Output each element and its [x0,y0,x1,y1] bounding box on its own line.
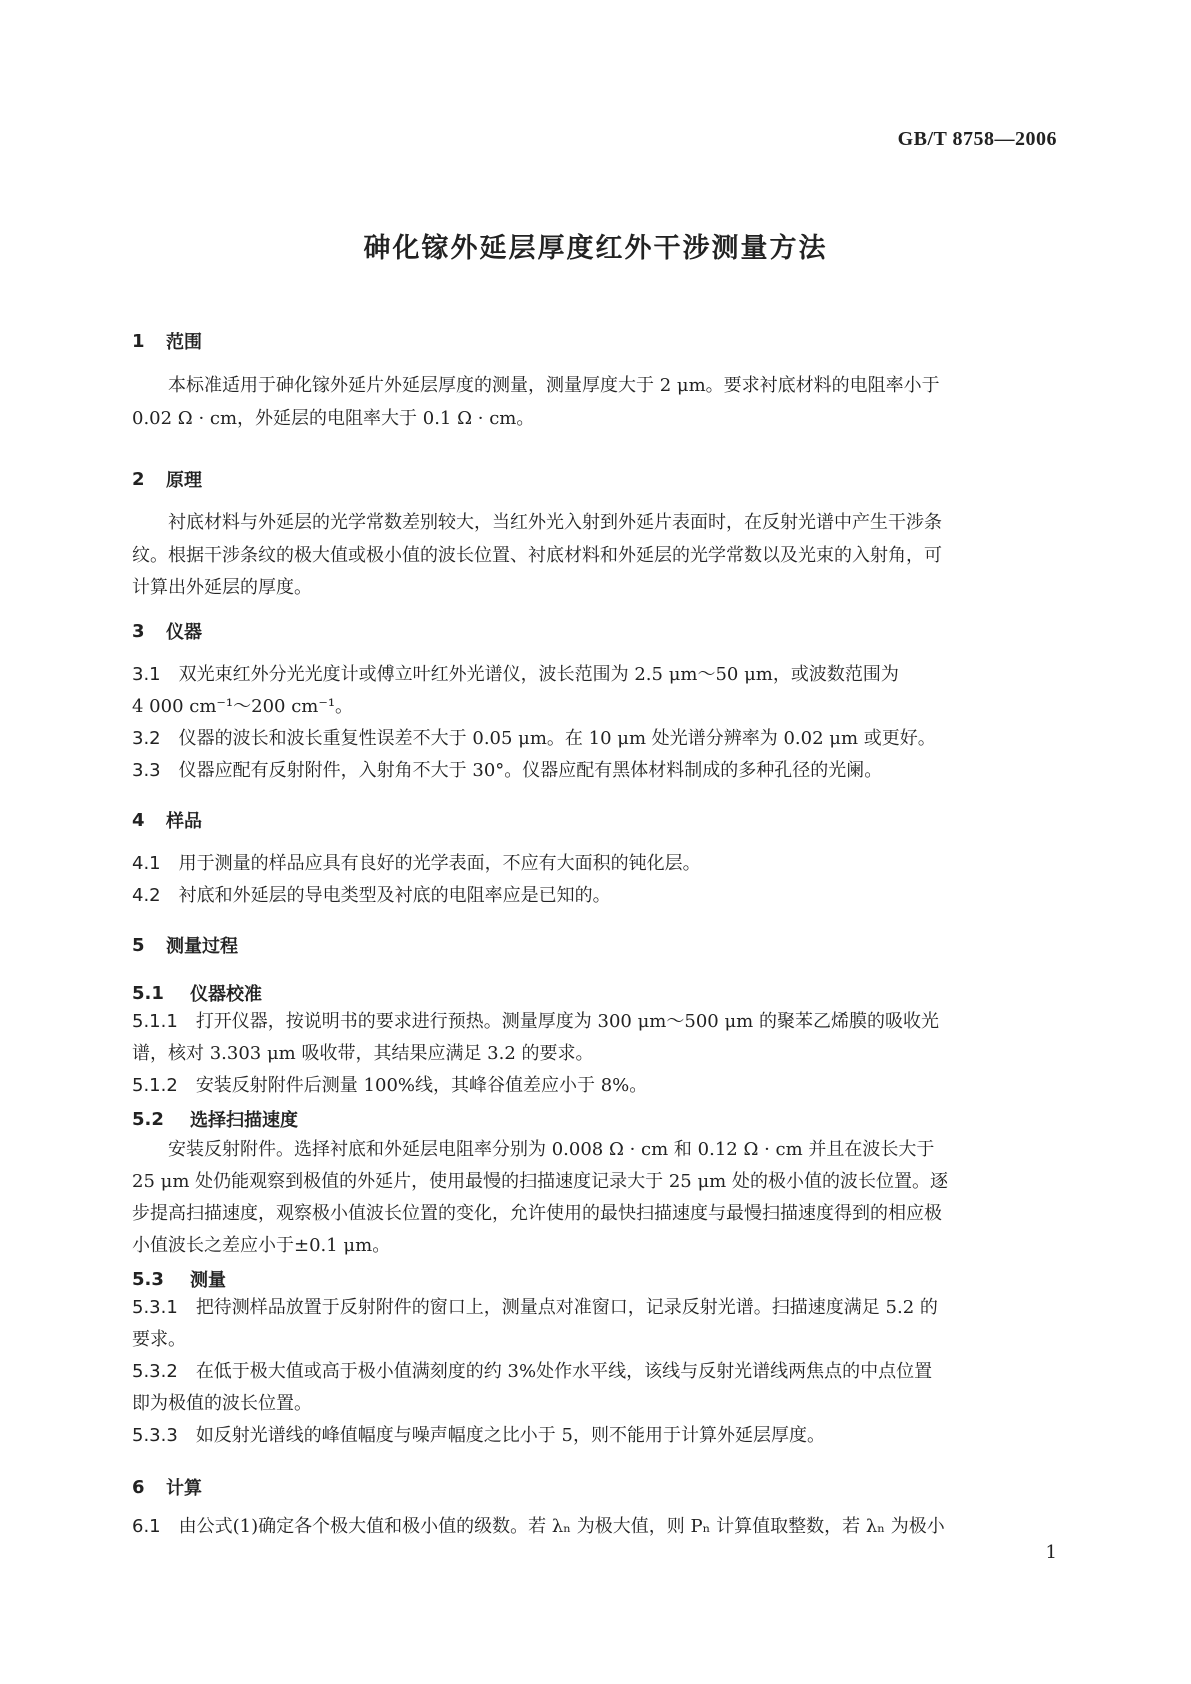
text-line [132,723,1057,755]
subsection-5-3-heading [132,1266,1057,1292]
section-number: 6 [132,1476,145,1498]
section-number: 4 [132,809,145,831]
section-title: 计算 [166,1478,202,1499]
section-number: 5.3 [132,1268,164,1290]
section-2-paragraph [132,507,1057,539]
text-line [132,659,1057,691]
section-number: 5.1 [132,982,164,1004]
clause-number: 4.1 [132,853,161,874]
text-line [132,1356,1057,1388]
subsection-5-2-paragraph-cont [132,1166,1057,1262]
clause-number: 5.1.1 [132,1011,178,1032]
text-line: 0.02 Ω · cm，外延层的电阻率大于 0.1 Ω · cm。 [132,408,535,429]
text-line [132,1292,1057,1324]
clause-3-3 [132,755,1057,787]
subsection-5-2-paragraph [132,1134,1057,1166]
text-line [132,1070,1057,1102]
section-1-paragraph [132,370,1057,402]
clause-5-3-1 [132,1292,1057,1356]
clause-text: 由公式(1)确定各个极大值和极小值的级数。若 λₙ 为极大值，则 Pₙ 计算值取整数，若 λₙ 为极小 [178,1516,945,1537]
clause-number: 5.3.2 [132,1361,178,1382]
text-line: 计算出外延层的厚度。 [132,577,312,598]
standard-code: GB/T 8758—2006 [897,128,1057,150]
text-line [132,880,1057,912]
clause-5-3-3 [132,1420,1057,1452]
text-line [132,755,1057,787]
clause-number: 5.3.1 [132,1297,178,1318]
section-number: 3 [132,620,145,642]
text-line: 步提高扫描速度，观察极小值波长位置的变化，允许使用的最快扫描速度与最慢扫描速度得到的相应极 [132,1203,942,1224]
clause-number: 5.3.3 [132,1425,178,1446]
subsection-5-1-heading [132,980,1057,1006]
section-2-heading [132,466,1057,492]
section-number: 5.2 [132,1108,164,1130]
text-line [132,1006,1057,1038]
clause-number: 5.1.2 [132,1075,178,1096]
clause-4-1 [132,848,1057,880]
section-4-heading [132,807,1057,833]
clause-text: 仪器应配有反射附件，入射角不大于 30°。仪器应配有黑体材料制成的多种孔径的光阑。 [178,760,883,781]
clause-text: 如反射光谱线的峰值幅度与噪声幅度之比小于 5，则不能用于计算外延层厚度。 [195,1425,825,1446]
text-line: 即为极值的波长位置。 [132,1393,312,1414]
section-1-heading [132,328,1057,354]
clause-3-2 [132,723,1057,755]
clause-number: 4.2 [132,885,161,906]
text-line: 安装反射附件。选择衬底和外延层电阻率分别为 0.008 Ω · cm 和 0.12 Ω · cm 并且在波长大于 [168,1139,935,1160]
text-line: 谱，核对 3.303 μm 吸收带，其结果应满足 3.2 的要求。 [132,1043,594,1064]
section-number: 2 [132,468,145,490]
section-number: 1 [132,330,145,352]
section-title: 仪器 [166,622,202,643]
clause-text: 双光束红外分光光度计或傅立叶红外光谱仪，波长范围为 2.5 μm～50 μm，或波数范围为 [178,664,899,685]
section-5-heading [132,932,1057,958]
section-2-paragraph-cont [132,540,1057,604]
clause-number: 6.1 [132,1516,161,1537]
text-line [132,1420,1057,1452]
section-title: 仪器校准 [190,984,262,1005]
text-line: 小值波长之差应小于±0.1 μm。 [132,1235,391,1256]
section-title: 测量 [190,1270,226,1291]
text-line: 本标准适用于砷化镓外延片外延层厚度的测量，测量厚度大于 2 μm。要求衬底材料的电阻率小于 [168,375,940,396]
clause-text: 用于测量的样品应具有良好的光学表面，不应有大面积的钝化层。 [178,853,701,874]
section-title: 样品 [166,811,202,832]
clause-4-2 [132,880,1057,912]
clause-6-1 [132,1511,1057,1543]
clause-text: 打开仪器，按说明书的要求进行预热。测量厚度为 300 μm～500 μm 的聚苯乙烯膜的吸收光 [195,1011,939,1032]
clause-text: 仪器的波长和波长重复性误差不大于 0.05 μm。在 10 μm 处光谱分辨率为 0.02 μm 或更好。 [178,728,936,749]
text-line: 纹。根据干涉条纹的极大值或极小值的波长位置、衬底材料和外延层的光学常数以及光束的入射角，可 [132,545,942,566]
section-title: 选择扫描速度 [190,1110,298,1131]
clause-text: 在低于极大值或高于极小值满刻度的约 3%处作水平线，该线与反射光谱线两焦点的中点位置 [195,1361,933,1382]
text-line [132,1511,1057,1543]
document-title: 砷化镓外延层厚度红外干涉测量方法 [363,233,828,264]
clause-text: 把待测样品放置于反射附件的窗口上，测量点对准窗口，记录反射光谱。扫描速度满足 5.2 的 [195,1297,938,1318]
section-number: 5 [132,934,145,956]
clause-number: 3.2 [132,728,161,749]
section-title: 范围 [166,332,202,353]
section-3-heading [132,618,1057,644]
page-number: 1 [1045,1542,1057,1563]
section-title: 测量过程 [166,936,238,957]
section-6-heading [132,1474,1057,1500]
clause-text: 衬底和外延层的导电类型及衬底的电阻率应是已知的。 [178,885,611,906]
text-line: 要求。 [132,1329,186,1350]
clause-5-3-2 [132,1356,1057,1420]
clause-5-1-1 [132,1006,1057,1070]
text-line: 25 μm 处仍能观察到极值的外延片，使用最慢的扫描速度记录大于 25 μm 处的极小值的波长位置。逐 [132,1171,948,1192]
subsection-5-2-heading [132,1106,1057,1132]
clause-text: 安装反射附件后测量 100%线，其峰谷值差应小于 8%。 [195,1075,648,1096]
text-line [132,848,1057,880]
text-line: 4 000 cm⁻¹～200 cm⁻¹。 [132,696,354,717]
clause-number: 3.1 [132,664,161,685]
clause-3-1 [132,659,1057,723]
clause-5-1-2 [132,1070,1057,1102]
clause-number: 3.3 [132,760,161,781]
text-line: 衬底材料与外延层的光学常数差别较大，当红外光入射到外延片表面时，在反射光谱中产生干涉条 [168,512,942,533]
section-title: 原理 [166,470,202,491]
section-1-paragraph-cont [132,403,1057,435]
